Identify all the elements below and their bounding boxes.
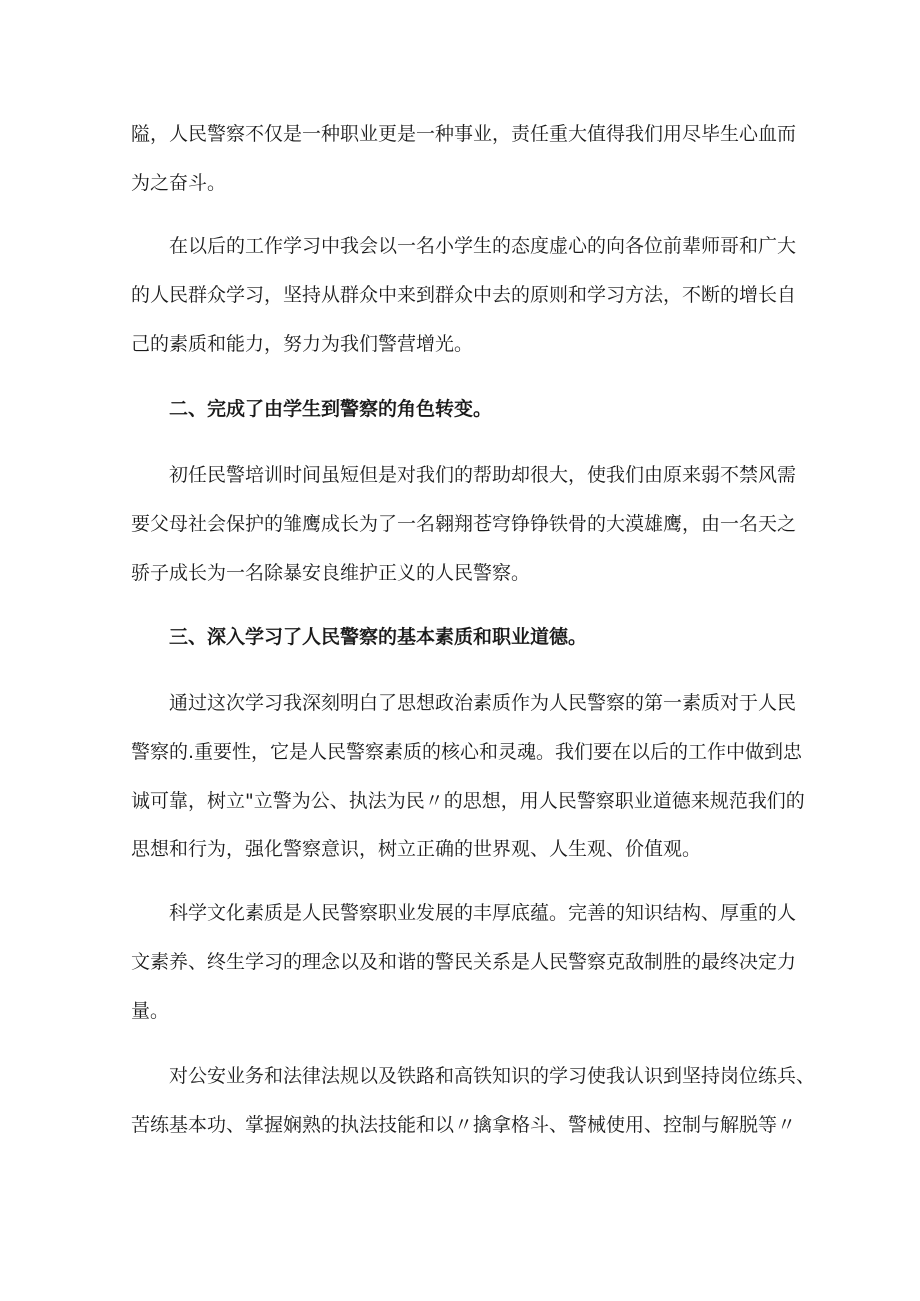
paragraph-2-line-3: 己的素质和能力，努力为我们警营增光。 xyxy=(131,333,474,355)
paragraph-3-line-3: 骄子成长为一名除暴安良维护正义的人民警察。 xyxy=(131,562,531,584)
paragraph-5-line-3: 量。 xyxy=(131,1000,170,1022)
paragraph-3-line-2: 要父母社会保护的雏鹰成长为了一名翱翔苍穹铮铮铁骨的大漠雄鹰，由一名天之 xyxy=(131,513,797,535)
paragraph-2-line-2: 的人民群众学习，坚持从群众中来到群众中去的原则和学习方法，不断的增长自 xyxy=(131,284,797,306)
paragraph-1-line-1: 隘，人民警察不仅是一种职业更是一种事业，责任重大值得我们用尽毕生心血而 xyxy=(131,123,797,145)
paragraph-5-line-2: 文素养、终生学习的理念以及和谐的警民关系是人民警察克敌制胜的最终决定力 xyxy=(131,951,797,973)
paragraph-4-line-3: 诚可靠，树立"立警为公、执法为民〃的思想，用人民警察职业道德来规范我们的 xyxy=(131,790,805,812)
paragraph-6-line-2: 苦练基本功、掌握娴熟的执法技能和以〃擒拿格斗、警械使用、控制与解脱等〃 xyxy=(131,1114,797,1136)
section-heading-2: 二、完成了由学生到警察的角色转变。 xyxy=(169,398,493,420)
paragraph-1-line-2: 为之奋斗。 xyxy=(131,172,227,194)
paragraph-4-line-1: 通过这次学习我深刻明白了思想政治素质作为人民警察的第一素质对于人民 xyxy=(169,692,797,714)
paragraph-4-line-4: 思想和行为，强化警察意识，树立正确的世界观、人生观、价值观。 xyxy=(131,838,702,860)
paragraph-4-line-2: 警察的.重要性，它是人民警察素质的核心和灵魂。我们要在以后的工作中做到忠 xyxy=(131,741,803,763)
paragraph-5-line-1: 科学文化素质是人民警察职业发展的丰厚底蕴。完善的知识结构、厚重的人 xyxy=(169,902,797,924)
paragraph-3-line-1: 初任民警培训时间虽短但是对我们的帮助却很大，使我们由原来弱不禁风需 xyxy=(169,464,797,486)
paragraph-2-line-1: 在以后的工作学习中我会以一名小学生的态度虚心的向各位前辈师哥和广大 xyxy=(169,235,797,257)
section-heading-3: 三、深入学习了人民警察的基本素质和职业道德。 xyxy=(169,626,588,648)
paragraph-6-line-1: 对公安业务和法律法规以及铁路和高铁知识的学习使我认识到坚持岗位练兵、 xyxy=(169,1065,816,1087)
